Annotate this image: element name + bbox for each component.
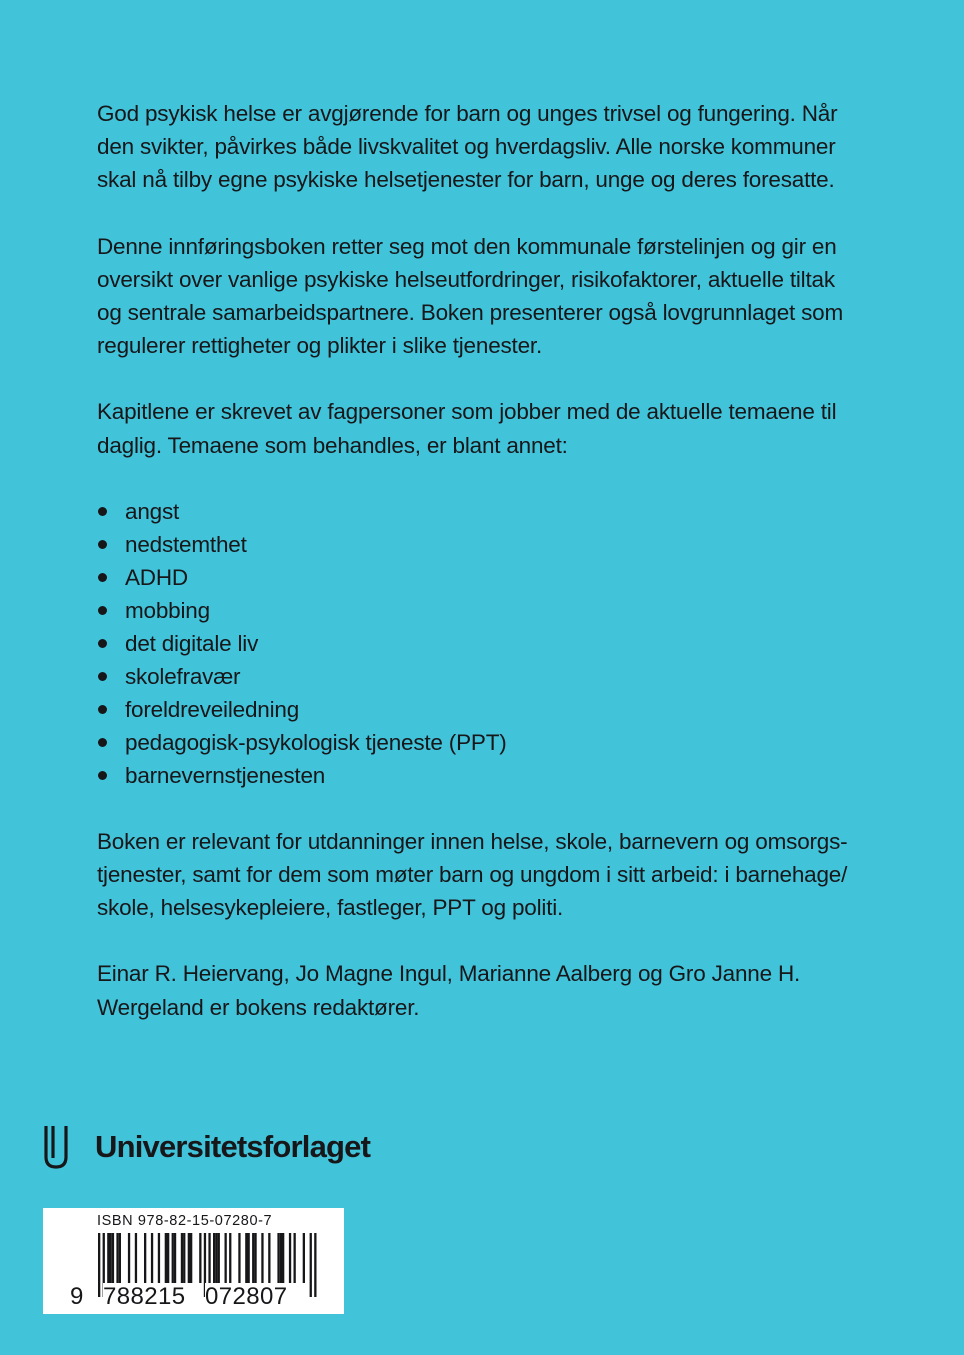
barcode-bar (128, 1233, 130, 1287)
publisher-name: Universitetsforlaget (95, 1129, 371, 1164)
barcode-bar (174, 1233, 176, 1287)
topic-label: nedstemthet (125, 531, 247, 557)
intro-paragraph: God psykisk helse er avgjørende for barn og unges trivsel og fungering. Når den svikter, påvirkes både livskvalitet og hverdagsliv. Alle norske kommuner skal nå tilby egne psykiske helsetjenester for barn, unge og deres foresatte. (97, 101, 838, 193)
barcode-bar (188, 1233, 190, 1287)
bullet-icon (98, 507, 107, 516)
barcode-bar (252, 1233, 254, 1287)
barcode-bar (107, 1233, 109, 1287)
back-cover-text (97, 97, 887, 1057)
barcode-bar (112, 1233, 114, 1287)
relevance-paragraph: Boken er relevant for utdanninger innen helse, skole, barnevern og omsorgs- tjenester, samt for dem som møter barn og ungdom i sitt arbeid: i barnehage/ skole, helsesykepleiere, fastleger, PPT og politi. (97, 828, 848, 921)
barcode-bar (215, 1233, 217, 1287)
bullet-icon (98, 771, 107, 780)
barcode-digits-left: 788215 (103, 1283, 203, 1311)
bullet-icon (98, 738, 107, 747)
bullet-icon (98, 573, 107, 582)
barcode-bar (199, 1233, 201, 1287)
topic-list (97, 495, 887, 792)
barcode-bar (248, 1233, 250, 1287)
barcode-bar (238, 1233, 240, 1287)
topic-item (97, 693, 887, 726)
barcode-bar (218, 1233, 220, 1287)
isbn-label: ISBN 978-82-15-07280-7 (97, 1213, 273, 1229)
barcode-bar (229, 1233, 231, 1287)
barcode-bar (289, 1233, 291, 1287)
barcode-bar (261, 1233, 263, 1287)
barcode-digits-right: 072807 (205, 1283, 305, 1311)
barcode-bar (158, 1233, 160, 1287)
barcode-bar (167, 1233, 169, 1287)
topic-label: mobbing (125, 597, 210, 623)
topic-item (97, 495, 887, 528)
barcode-bar (110, 1233, 112, 1287)
barcode-bar (314, 1233, 316, 1297)
topic-label: ADHD (125, 564, 188, 590)
barcode-bar (190, 1233, 192, 1287)
bullet-icon (98, 672, 107, 681)
barcode-bar (268, 1233, 270, 1287)
barcode-bar (282, 1233, 284, 1287)
chapters-paragraph: Kapitlene er skrevet av fagpersoner som jobber med de aktuelle temaene til daglig. Temaene som behandles, er blant annet: (97, 399, 837, 458)
barcode-bar (172, 1233, 174, 1287)
barcode-bar (225, 1233, 227, 1287)
barcode-bar (213, 1233, 215, 1287)
barcode-bar (245, 1233, 247, 1287)
bullet-icon (98, 639, 107, 648)
topic-item (97, 759, 887, 792)
topic-label: skolefravær (125, 663, 241, 689)
barcode-bar (280, 1233, 282, 1287)
barcode-bar (277, 1233, 279, 1287)
editors-paragraph: Einar R. Heiervang, Jo Magne Ingul, Marianne Aalberg og Gro Janne H. Wergeland er bokens redaktører. (97, 961, 801, 1020)
topic-item (97, 660, 887, 693)
barcode-bar (254, 1233, 256, 1287)
barcode-bar (303, 1233, 305, 1287)
bullet-icon (98, 705, 107, 714)
isbn-barcode (43, 1208, 344, 1314)
topic-item (97, 726, 887, 759)
bullet-icon (98, 606, 107, 615)
barcode-bar (135, 1233, 137, 1287)
barcode-bar (183, 1233, 185, 1287)
barcode-bar (144, 1233, 146, 1287)
barcode-digit-first: 9 (70, 1283, 84, 1310)
audience-paragraph: Denne innføringsboken retter seg mot den kommunale førstelinjen og gir en oversikt over vanlige psykiske helseutfordringer, risikofaktorer, aktuelle tiltak og sentrale samarbeidspartnere. Boken presenterer også lovgrunnlaget som regulerer rettigheter og plikter i slike tjenester. (97, 233, 844, 359)
topic-label: angst (125, 498, 180, 524)
topic-item (97, 627, 887, 660)
topic-label: pedagogisk-psykologisk tjeneste (PPT) (125, 729, 507, 755)
barcode-bar (119, 1233, 121, 1287)
barcode-bar (151, 1233, 153, 1287)
topic-item (97, 528, 887, 561)
barcode-bar (165, 1233, 167, 1287)
barcode-bar (98, 1233, 100, 1297)
topic-label: det digitale liv (125, 630, 259, 656)
topic-label: barnevernstjenesten (125, 762, 326, 788)
barcode-bar (310, 1233, 312, 1297)
topic-label: foreldreveiledning (125, 696, 300, 722)
barcode-bar (181, 1233, 183, 1287)
publisher-block (42, 1122, 370, 1172)
topic-item (97, 561, 887, 594)
universitetsforlaget-logo-icon (42, 1124, 70, 1170)
bullet-icon (98, 540, 107, 549)
topic-item (97, 594, 887, 627)
barcode-bar (294, 1233, 296, 1287)
barcode-bar (116, 1233, 118, 1287)
